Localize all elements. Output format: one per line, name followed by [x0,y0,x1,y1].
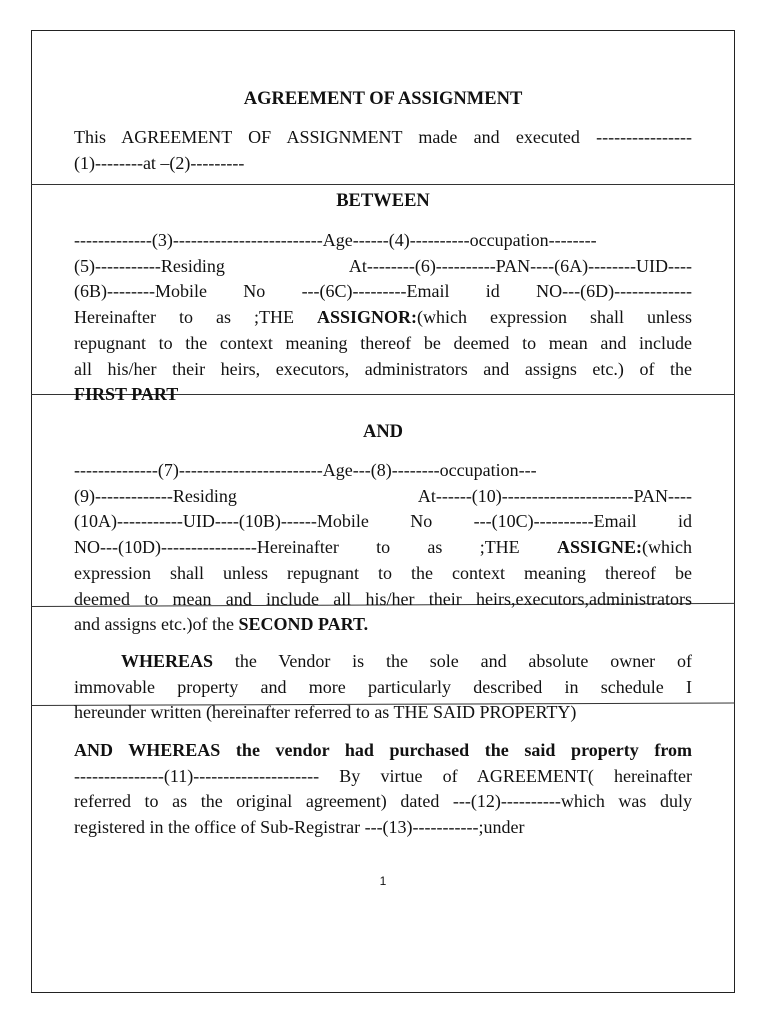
text-line: ---------------(11)--------------------- By virtue of AGREEMENT( hereinafter [74,765,692,786]
text-line: hereunder written (hereinafter referred to as THE SAID PROPERTY) [74,702,577,723]
whereas-paragraph [74,649,692,726]
text-line: This AGREEMENT OF ASSIGNMENT made and executed ---------------- [74,127,692,147]
text-line: expression shall unless repugnant to the context meaning thereof be [74,562,692,583]
text-line: --------------(7)------------------------Age---(8)--------occupation--- [74,460,537,480]
text-line: immovable property and more particularly described in schedule I [74,676,692,697]
page-number: 1 [379,874,387,888]
assignee-paragraph [74,458,692,638]
text-line: (5)-----------Residing At--------(6)----------PAN----(6A)--------UID---- [74,255,692,276]
assignor-label: ASSIGNOR: [316,307,417,328]
text-line: registered in the office of Sub-Registrar ---(13)-----------;under [74,817,525,838]
text-run: (which [642,537,692,558]
assignor-paragraph [74,228,692,408]
whereas-label: WHEREAS [121,651,214,671]
text-line [74,305,692,331]
divider-line [31,184,735,185]
text-line [74,535,692,561]
and-whereas-paragraph [74,738,692,841]
text-line: (6B)--------Mobile No ---(6C)---------Email id NO---(6D)------------- [74,281,692,302]
text-line: referred to as the original agreement) dated ---(12)----------which was duly [74,791,692,812]
text-run: Hereinafter to as ;THE [74,307,317,328]
text-line: repugnant to the context meaning thereof be deemed to mean and include [74,332,692,353]
text-line: (9)-------------Residing At------(10)----------------------PAN---- [74,485,692,506]
second-part-label: SECOND PART. [238,614,369,635]
text-line: all his/her their heirs, executors, administrators and assigns etc.) of the [74,358,692,379]
first-part-label: FIRST PART [74,384,179,405]
text-run: the Vendor is the sole and absolute owner of [213,651,692,671]
text-line: -------------(3)-------------------------Age------(4)----------occupation-------- [74,230,597,250]
text-line: (1)--------at –(2)--------- [74,152,245,173]
text-line [74,612,692,638]
intro-paragraph [74,125,692,176]
and-whereas-label: AND WHEREAS the vendor had purchased the said property from [74,740,692,760]
and-heading: AND [362,422,404,442]
text-run: and assigns etc.)of the [74,614,239,635]
text-line [74,382,692,408]
text-line [74,649,692,675]
text-line: (10A)-----------UID----(10B)------Mobile No ---(10C)----------Email id [74,511,692,532]
document-title: AGREEMENT OF ASSIGNMENT [243,89,523,109]
text-line [74,738,692,764]
text-run: NO---(10D)----------------Hereinafter to as ;THE [74,537,557,558]
assignee-label: ASSIGNE: [556,537,643,558]
text-line: deemed to mean and include all his/her their heirs,executors,administrators [74,588,692,609]
between-heading: BETWEEN [336,191,430,211]
text-run: (which expression shall unless [417,307,692,328]
